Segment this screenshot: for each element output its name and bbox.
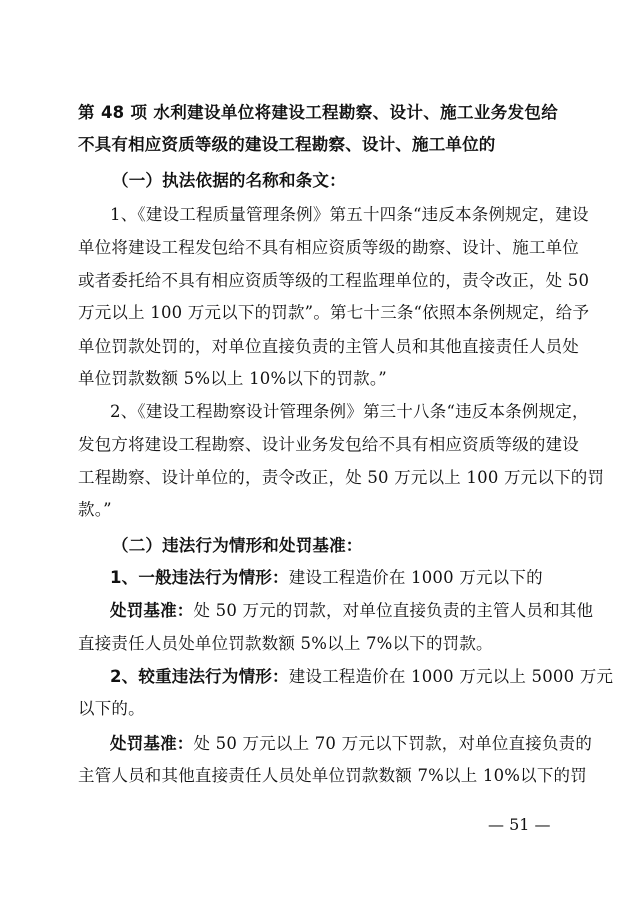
general-penalty-line-1 xyxy=(110,600,594,622)
serious-penalty-line-1 xyxy=(110,733,593,755)
serious-penalty-text-1: 处 50 万元以上 70 万元以下罚款，对单位直接负责的 xyxy=(193,734,593,753)
legal-basis-1-line-4: 万元以上 100 万元以下的罚款”。第七十三条“依照本条例规定，给予 xyxy=(78,303,590,322)
legal-basis-2-line-4: 款。” xyxy=(78,500,112,519)
general-penalty-text-1: 处 50 万元的罚款，对单位直接负责的主管人员和其他 xyxy=(193,601,594,620)
serious-violation-text-1: 建设工程造价在 1000 万元以上 5000 万元 xyxy=(288,667,614,686)
general-penalty-line-2: 直接责任人员处单位罚款数额 5%以上 7%以下的罚款。 xyxy=(78,634,493,653)
item-title-line-2: 不具有相应资质等级的建设工程勘察、设计、施工单位的 xyxy=(78,135,496,154)
section-heading-legal-basis: （一）执法依据的名称和条文： xyxy=(112,171,346,190)
page-number: — 51 — xyxy=(488,815,551,834)
legal-basis-1-line-5: 单位罚款处罚的，对单位直接负责的主管人员和其他直接责任人员处 xyxy=(78,337,579,356)
general-violation-text: 建设工程造价在 1000 万元以下的 xyxy=(288,568,543,587)
serious-violation-label: 2、较重违法行为情形： xyxy=(110,667,289,686)
legal-basis-1-line-3: 或者委托给不具有相应资质等级的工程监理单位的，责令改正，处 50 xyxy=(78,271,590,290)
legal-basis-1-line-1: 1、《建设工程质量管理条例》第五十四条“违反本条例规定，建设 xyxy=(110,205,589,224)
legal-basis-2-line-1: 2、《建设工程勘察设计管理条例》第三十八条“违反本条例规定， xyxy=(110,402,589,421)
serious-penalty-line-2: 主管人员和其他直接责任人员处单位罚款数额 7%以上 10%以下的罚 xyxy=(78,766,587,785)
serious-penalty-label: 处罚基准： xyxy=(110,734,194,753)
general-violation-line xyxy=(110,567,558,589)
legal-basis-2-line-3: 工程勘察、设计单位的，责令改正，处 50 万元以上 100 万元以下的罚 xyxy=(78,468,605,487)
item-title-line-1: 第 48 项 水利建设单位将建设工程勘察、设计、施工业务发包给 xyxy=(78,103,558,122)
legal-basis-1-line-2: 单位将建设工程发包给不具有相应资质等级的勘察、设计、施工单位 xyxy=(78,238,579,257)
general-penalty-label: 处罚基准： xyxy=(110,601,194,620)
general-violation-label: 1、一般违法行为情形： xyxy=(110,568,289,587)
section-heading-violation-penalty: （二）违法行为情形和处罚基准： xyxy=(112,536,363,555)
legal-basis-1-line-6: 单位罚款数额 5%以上 10%以下的罚款。” xyxy=(78,369,387,388)
legal-basis-2-line-2: 发包方将建设工程勘察、设计业务发包给不具有相应资质等级的建设 xyxy=(78,435,579,454)
serious-violation-line-2: 以下的。 xyxy=(78,699,145,718)
serious-violation-line-1 xyxy=(110,666,614,688)
